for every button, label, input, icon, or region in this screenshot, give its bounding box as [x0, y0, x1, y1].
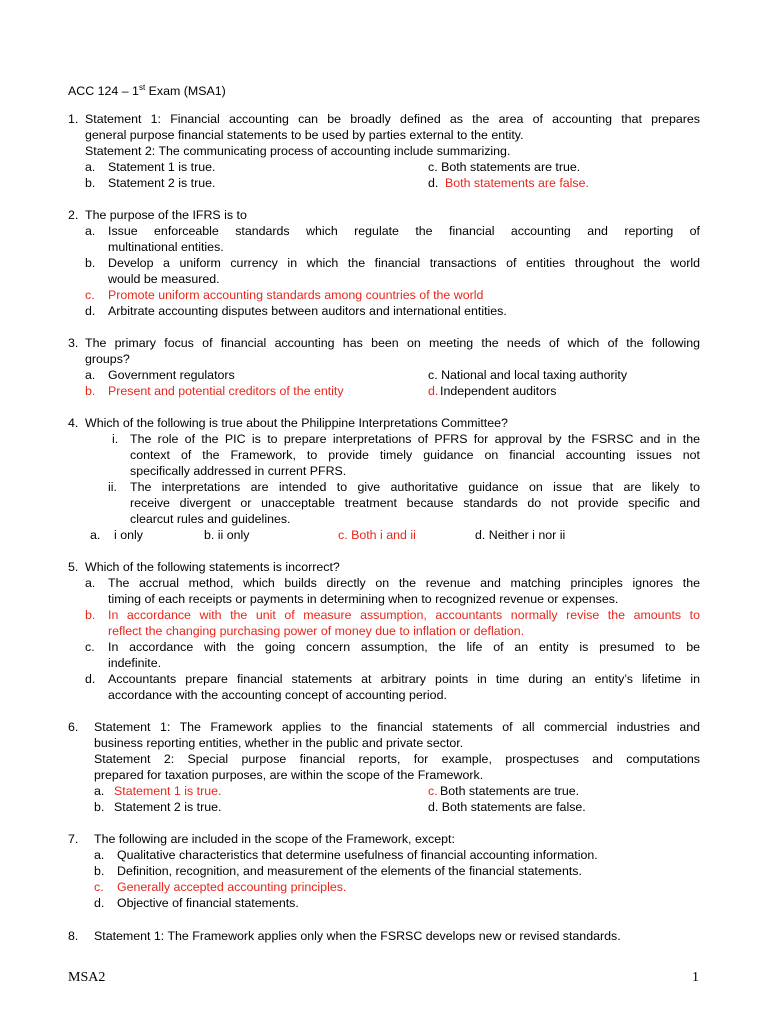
- option-a: i only: [114, 528, 143, 542]
- option-a: Government regulators: [108, 368, 235, 382]
- page-number: 1: [692, 970, 699, 985]
- option-b-letter: b.: [94, 864, 105, 878]
- option-a: Statement 1 is true.: [108, 160, 216, 174]
- statement-i-cont: context of the Framework, to provide timely guidance on financial accounting issues not: [130, 448, 700, 462]
- option-b: Statement 2 is true.: [114, 800, 222, 814]
- option-b: Definition, recognition, and measurement of the elements of the financial statements.: [117, 864, 582, 878]
- option-a-answer: Statement 1 is true.: [114, 784, 222, 798]
- option-c-answer: c. Both i and ii: [338, 528, 416, 542]
- option-b-answer-cont: reflect the changing purchasing power of money due to inflation or deflation.: [108, 624, 525, 638]
- question-number: 1.: [68, 112, 79, 126]
- question-text: Statement 1: The Framework applies only when the FSRSC develops new or revised standards.: [94, 929, 621, 943]
- footer-label: MSA2: [68, 970, 106, 985]
- option-a-letter: a.: [85, 576, 96, 590]
- option-a: Qualitative characteristics that determine usefulness of financial accounting information.: [117, 848, 598, 862]
- question-number: 3.: [68, 336, 79, 350]
- statement-ii-cont: receive divergent or unacceptable treatment because standards do not provide specific and: [130, 496, 700, 510]
- option-c-letter: c.: [94, 880, 104, 894]
- option-a-letter: a.: [85, 224, 96, 238]
- option-d: Objective of financial statements.: [117, 896, 299, 910]
- question-number: 7.: [68, 832, 79, 846]
- option-a-cont: multinational entities.: [108, 240, 224, 254]
- option-c: c. National and local taxing authority: [428, 368, 628, 382]
- question-text: The purpose of the IFRS is to: [85, 208, 247, 222]
- question-number: 5.: [68, 560, 79, 574]
- option-c-answer: Promote uniform accounting standards among countries of the world: [108, 288, 484, 302]
- question-text: Statement 2: Special purpose financial reports, for example, prospectuses and computations: [94, 752, 700, 766]
- roman-i: i.: [112, 432, 119, 446]
- question-text: groups?: [85, 352, 130, 366]
- option-b-letter: b.: [94, 800, 105, 814]
- option-a-letter: a.: [85, 160, 96, 174]
- option-d: Accountants prepare financial statements at arbitrary points in time during an entity’s lifetime in: [108, 672, 700, 686]
- statement-i-cont: specifically addressed in current PFRS.: [130, 464, 347, 478]
- question-number: 6.: [68, 720, 79, 734]
- option-d-letter: d.: [94, 896, 105, 910]
- option-d: d. Neither i nor ii: [475, 528, 566, 542]
- option-a: Issue enforceable standards which regulate the financial accounting and reporting of: [108, 224, 700, 238]
- statement-ii: The interpretations are intended to give authoritative guidance on issue that are likely to: [130, 480, 700, 494]
- option-c-cont: indefinite.: [108, 656, 162, 670]
- option-d-letter: d.: [85, 672, 96, 686]
- question-text: business reporting entities, whether in the public and private sector.: [94, 736, 464, 750]
- question-text: The following are included in the scope of the Framework, except:: [94, 832, 455, 846]
- option-c-letter: c.: [428, 784, 438, 798]
- option-a-cont: timing of each receipts or payments in determining when to recognized revenue or expenses.: [108, 592, 619, 606]
- question-text: Which of the following statements is incorrect?: [85, 560, 340, 574]
- question-text: Statement 2: The communicating process of accounting include summarizing.: [85, 144, 511, 158]
- option-d: Arbitrate accounting disputes between auditors and international entities.: [108, 304, 507, 318]
- option-b: Develop a uniform currency in which the financial transactions of entities throughout the world: [108, 256, 700, 270]
- question-text: prepared for taxation purposes, are within the scope of the Framework.: [94, 768, 484, 782]
- option-b-answer: Present and potential creditors of the entity: [108, 384, 344, 398]
- option-a-letter: a.: [90, 528, 101, 542]
- question-text: Which of the following is true about the Philippine Interpretations Committee?: [85, 416, 508, 430]
- option-d-cont: accordance with the accounting concept of accounting period.: [108, 688, 447, 702]
- question-text: The primary focus of financial accounting has been on meeting the needs of which of the following: [85, 336, 700, 350]
- option-d-letter: d.: [428, 384, 439, 398]
- option-b: b. ii only: [204, 528, 250, 542]
- option-a: The accrual method, which builds directly on the revenue and matching principles ignores the: [108, 576, 700, 590]
- question-text: Statement 1: Financial accounting can be broadly defined as the area of accounting that prepares: [85, 112, 700, 126]
- option-a-letter: a.: [85, 368, 96, 382]
- option-b-letter: b.: [85, 608, 96, 622]
- question-number: 2.: [68, 208, 79, 222]
- statement-ii-cont: clearcut rules and guidelines.: [130, 512, 291, 526]
- option-c-answer: Generally accepted accounting principles.: [117, 880, 347, 894]
- question-number: 8.: [68, 929, 79, 943]
- option-a-letter: a.: [94, 784, 105, 798]
- exam-title: ACC 124 – 1st Exam (MSA1): [68, 83, 226, 99]
- option-d: d. Both statements are false.: [428, 800, 586, 814]
- option-d-answer: Both statements are false.: [445, 176, 589, 190]
- question-text: Statement 1: The Framework applies to the financial statements of all commercial industries and: [94, 720, 700, 734]
- option-b-cont: would be measured.: [108, 272, 220, 286]
- option-c: In accordance with the going concern assumption, the life of an entity is presumed to be: [108, 640, 700, 654]
- option-c-letter: c.: [85, 288, 95, 302]
- option-b-answer: In accordance with the unit of measure assumption, accountants normally revise the amounts to: [108, 608, 700, 622]
- statement-i: The role of the PIC is to prepare interpretations of PFRS for approval by the FSRSC and in the: [130, 432, 700, 446]
- option-d-letter: d.: [85, 304, 96, 318]
- option-a-letter: a.: [94, 848, 105, 862]
- option-c: Both statements are true.: [440, 784, 580, 798]
- option-d-letter: d.: [428, 176, 439, 190]
- option-b-letter: b.: [85, 256, 96, 270]
- option-b-letter: b.: [85, 176, 96, 190]
- option-b: Statement 2 is true.: [108, 176, 216, 190]
- roman-ii: ii.: [108, 480, 117, 494]
- option-c: c. Both statements are true.: [428, 160, 581, 174]
- option-b-letter: b.: [85, 384, 96, 398]
- option-d: Independent auditors: [440, 384, 557, 398]
- question-text: general purpose financial statements to be used by parties external to the entity.: [85, 128, 524, 142]
- question-number: 4.: [68, 416, 79, 430]
- option-c-letter: c.: [85, 640, 95, 654]
